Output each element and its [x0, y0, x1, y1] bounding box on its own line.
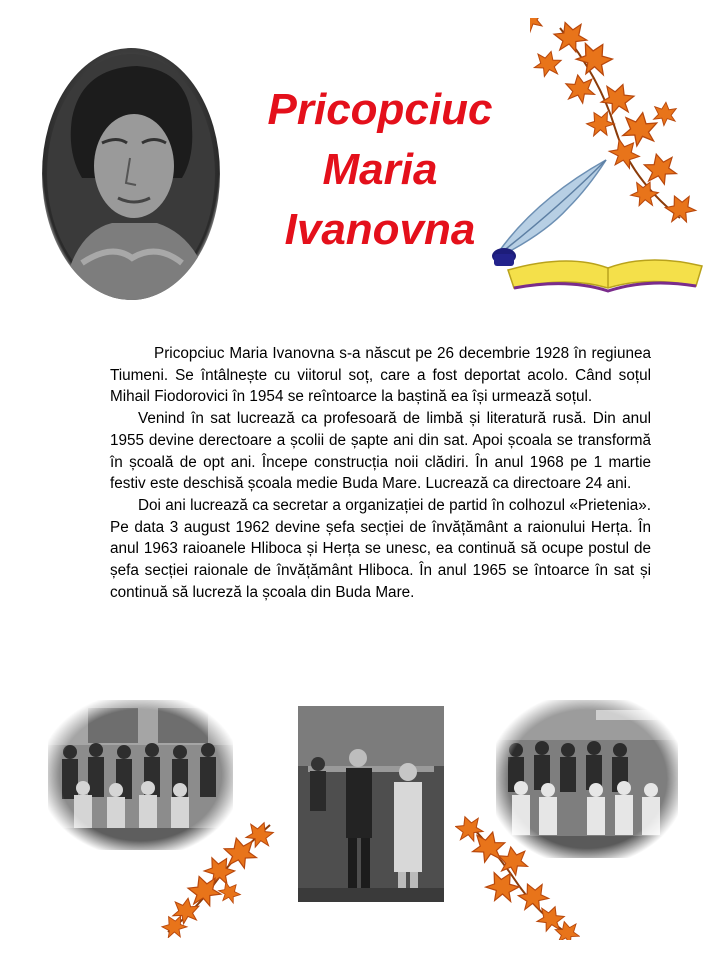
quill-book-icon	[478, 158, 708, 293]
title-line-surname: Pricopciuc	[267, 85, 493, 134]
autumn-leaves-bottom-right-icon	[455, 800, 580, 940]
biography-paragraph: Doi ani lucrează ca secretar a organizației de partid în colhozul «Prietenia». Pe data 3 august 1962 devine șefa secției de învățământ a raionului Herța. În anul 1963 raioanele Hliboca și Herța se unesc, ea continuă să ocupe postul de șefa secției raionale de învățământ Hliboca. În anul 1965 se întoarce în sat și continuă să lucreză la școala din Buda Mare.	[110, 496, 651, 601]
autumn-leaves-bottom-left-icon	[160, 820, 280, 938]
award-photo-center-image	[298, 706, 444, 902]
biography-text	[110, 343, 651, 603]
biography-paragraph: Pricopciuc Maria Ivanovna s-a născut pe 26 decembrie 1928 în regiunea Tiumeni. Se întâlnește cu viitorul soț, care a fost deportat acolo. Când soțul Mihail Fiodorovici în 1954 se reîntoarce la baștină ea își urmează soțul.	[110, 345, 651, 406]
award-photo-center	[298, 706, 444, 902]
biography-paragraph: Venind în sat lucrează ca profesoară de limbă și literatură rusă. Din anul 1955 devine derectoare a școlii de șapte ani din sat. Apoi școala se transformă în școală de opt ani. Începe construcția noii clădiri. În anul 1968 pe 1 martie festiv este deschisă școala medie Buda Mare. Lucrează ca directoare 24 ani.	[110, 410, 651, 493]
title-line-patronymic: Ivanovna	[284, 205, 476, 254]
title-line-name: Maria	[322, 145, 438, 194]
portrait-figure	[42, 48, 220, 300]
page-title	[245, 80, 515, 260]
portrait-photo	[42, 48, 220, 300]
